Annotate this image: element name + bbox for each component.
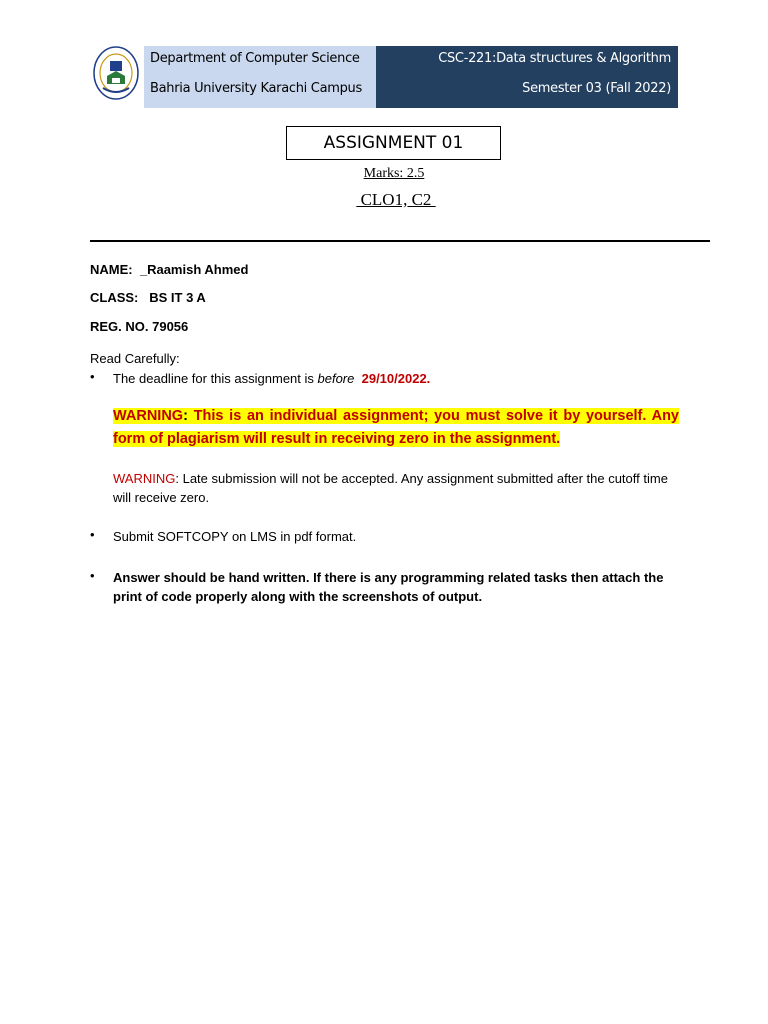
student-class-row — [90, 290, 206, 305]
bullet-icon: • — [90, 568, 95, 583]
bullet-icon: • — [90, 369, 95, 384]
late-submission-warning — [113, 469, 679, 507]
submit-item: Submit SOFTCOPY on LMS in pdf format. — [113, 529, 357, 544]
deadline-date: 29/10/2022. — [361, 371, 431, 386]
deadline-prefix: The deadline for this assignment is — [113, 371, 318, 386]
course-code: CSC-221:Data structures & Algorithm — [438, 51, 671, 66]
reg-number: REG. NO. 79056 — [90, 319, 189, 334]
warning1-sep: : — [183, 408, 194, 424]
department-name: Department of Computer Science — [150, 51, 360, 66]
warning1-text: This is an individual assignment; you must solve it by yourself. Any form of plagiarism will result in receiving zero in the assignment. — [113, 408, 679, 447]
assignment-title: ASSIGNMENT 01 — [286, 126, 501, 160]
header-department-panel — [144, 46, 376, 108]
warning2-text: : Late submission will not be accepted. Any assignment submitted after the cutoff time will receive zero. — [113, 471, 668, 505]
bullet-icon: • — [90, 527, 95, 542]
marks-label: Marks: 2.5 — [363, 166, 425, 181]
student-name-row — [90, 262, 248, 277]
deadline-item — [113, 369, 679, 388]
clo-label: CLO1, C2 — [356, 190, 436, 209]
name-value: _Raamish Ahmed — [139, 262, 249, 277]
name-label: NAME: — [90, 262, 133, 277]
university-logo — [93, 46, 139, 100]
warning2-label: WARNING — [113, 471, 176, 486]
handwritten-item: Answer should be hand written. If there is any programming related tasks then attach the print of code properly along with the screenshots of output. — [113, 570, 664, 604]
class-label: CLASS: — [90, 290, 139, 305]
read-carefully-heading: Read Carefully: — [90, 351, 180, 366]
warning1-label: WARNING — [113, 408, 184, 424]
deadline-before: before — [317, 371, 355, 386]
warning1-highlight — [113, 408, 679, 447]
class-value: BS IT 3 A — [149, 290, 206, 305]
header-course-panel — [376, 46, 678, 108]
plagiarism-warning — [113, 405, 679, 451]
campus-name: Bahria University Karachi Campus — [150, 81, 362, 96]
semester-label: Semester 03 (Fall 2022) — [522, 81, 671, 96]
divider-rule — [90, 240, 710, 242]
